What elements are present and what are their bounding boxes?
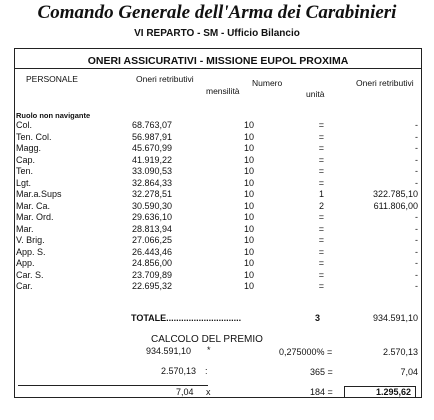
col-header-oneri-tot: Oneri retributivi bbox=[356, 78, 414, 88]
col-header-personale: PERSONALE bbox=[26, 74, 78, 84]
row-value: 32.864,33 bbox=[131, 177, 172, 188]
row-value: 56.987,91 bbox=[131, 131, 172, 142]
row-value: 45.670,99 bbox=[131, 143, 172, 153]
row-mensilita: 10 bbox=[243, 281, 254, 291]
row-unita: = bbox=[318, 212, 324, 222]
row-value: 24.856,00 bbox=[131, 258, 172, 268]
row-totale: - bbox=[415, 177, 418, 188]
row-name: Ten. bbox=[16, 166, 34, 176]
calc1-result: 2.570,13 bbox=[382, 347, 418, 357]
row-unita: = bbox=[318, 177, 324, 188]
row-totale: - bbox=[415, 258, 418, 268]
table-row bbox=[0, 166, 434, 178]
calc2-a: 2.570,13 bbox=[161, 366, 197, 376]
table-row bbox=[0, 270, 434, 282]
row-mensilita: 10 bbox=[243, 143, 254, 153]
row-totale: - bbox=[415, 154, 418, 165]
row-value: 23.709,89 bbox=[131, 269, 172, 280]
calc3-op: x bbox=[206, 387, 211, 397]
row-name: Car. S. bbox=[16, 269, 44, 280]
row-name: V. Brig. bbox=[16, 235, 45, 245]
table-title: ONERI ASSICURATIVI - MISSIONE EUPOL PROXIMA bbox=[87, 55, 349, 67]
row-mensilita: 10 bbox=[243, 246, 254, 257]
calcolo-title: CALCOLO DEL PREMIO bbox=[151, 334, 263, 345]
row-totale: - bbox=[415, 223, 418, 234]
row-name: Cap. bbox=[16, 154, 36, 165]
row-totale: - bbox=[415, 120, 418, 130]
row-name: Lgt. bbox=[16, 177, 32, 188]
row-mensilita: 10 bbox=[243, 235, 254, 245]
table-row bbox=[0, 201, 434, 213]
calc3-underline bbox=[18, 385, 208, 386]
row-unita: = bbox=[318, 131, 324, 142]
row-mensilita: 10 bbox=[243, 269, 254, 280]
row-unita: = bbox=[318, 258, 324, 268]
row-mensilita: 10 bbox=[243, 212, 254, 222]
table-row bbox=[0, 212, 434, 224]
row-totale: - bbox=[415, 212, 418, 222]
row-mensilita: 10 bbox=[243, 200, 254, 211]
row-value: 41.919,22 bbox=[131, 154, 172, 165]
table-row bbox=[0, 120, 434, 132]
row-mensilita: 10 bbox=[243, 223, 254, 234]
row-mensilita: 10 bbox=[243, 177, 254, 188]
row-name: Mar. Ca. bbox=[16, 200, 51, 211]
calc1-op: * bbox=[207, 345, 211, 355]
row-unita: = bbox=[318, 269, 324, 280]
premio-result: 1.295,62 bbox=[344, 386, 416, 398]
row-value: 28.813,94 bbox=[131, 223, 172, 234]
row-name: App. bbox=[16, 258, 35, 268]
table-row bbox=[0, 281, 434, 293]
row-name: Col. bbox=[16, 120, 33, 130]
row-name: Mar. Ord. bbox=[16, 212, 54, 222]
col-header-mensilita: mensilità bbox=[206, 86, 240, 96]
table-row bbox=[0, 132, 434, 144]
title-divider bbox=[14, 68, 422, 69]
row-totale: - bbox=[415, 235, 418, 245]
calc1-b: 0,275000% = bbox=[279, 347, 333, 357]
row-value: 22.695,32 bbox=[131, 281, 172, 291]
row-unita: = bbox=[318, 246, 324, 257]
calc1-a: 934.591,10 bbox=[146, 346, 192, 356]
row-name: Magg. bbox=[16, 143, 42, 153]
calc3-a: 7,04 bbox=[176, 387, 194, 397]
table-row bbox=[0, 224, 434, 236]
row-totale: - bbox=[415, 131, 418, 142]
row-totale: - bbox=[415, 143, 418, 153]
row-mensilita: 10 bbox=[243, 120, 254, 130]
row-name: App. S. bbox=[16, 246, 46, 257]
row-totale: 322.785,10 bbox=[372, 189, 418, 199]
calc2-b: 365 = bbox=[310, 367, 333, 377]
table-row bbox=[0, 178, 434, 190]
row-unita: = bbox=[318, 154, 324, 165]
row-totale: - bbox=[415, 281, 418, 291]
col-header-numero: Numero bbox=[252, 78, 283, 88]
row-value: 68.763,07 bbox=[131, 120, 172, 130]
row-unita: = bbox=[318, 235, 324, 245]
row-unita: 2 bbox=[318, 200, 324, 211]
totale-unita: 3 bbox=[315, 313, 321, 323]
table-row bbox=[0, 258, 434, 270]
row-mensilita: 10 bbox=[243, 258, 254, 268]
row-unita: = bbox=[318, 166, 324, 176]
row-unita: = bbox=[318, 281, 324, 291]
table-row bbox=[0, 155, 434, 167]
row-totale: - bbox=[415, 246, 418, 257]
row-value: 32.278,51 bbox=[131, 189, 172, 199]
table-row bbox=[0, 189, 434, 201]
row-value: 33.090,53 bbox=[131, 166, 172, 176]
row-mensilita: 10 bbox=[243, 131, 254, 142]
table-row bbox=[0, 247, 434, 259]
row-name: Car. bbox=[16, 281, 33, 291]
row-value: 26.443,46 bbox=[131, 246, 172, 257]
row-name: Mar.a.Sups bbox=[16, 189, 62, 199]
row-name: Mar. bbox=[16, 223, 34, 234]
row-mensilita: 10 bbox=[243, 154, 254, 165]
row-unita: = bbox=[318, 223, 324, 234]
document-title: Comando Generale dell'Arma dei Carabinieri bbox=[37, 2, 397, 23]
calc3-b: 184 = bbox=[310, 387, 333, 397]
calc2-op: : bbox=[205, 366, 208, 376]
col-header-oneri: Oneri retributivi bbox=[136, 74, 194, 84]
row-value: 29.636,10 bbox=[131, 212, 172, 222]
row-unita: = bbox=[318, 120, 324, 130]
section-label: Ruolo non navigante bbox=[16, 111, 91, 120]
row-totale: - bbox=[415, 269, 418, 280]
row-unita: 1 bbox=[318, 189, 324, 199]
row-value: 30.590,30 bbox=[131, 200, 172, 211]
table-row bbox=[0, 143, 434, 155]
totale-value: 934.591,10 bbox=[372, 313, 418, 323]
row-mensilita: 10 bbox=[243, 166, 254, 176]
totale-label: TOTALE.............................. bbox=[131, 313, 242, 323]
row-totale: - bbox=[415, 166, 418, 176]
row-value: 27.066,25 bbox=[131, 235, 172, 245]
document-subtitle: VI REPARTO - SM - Ufficio Bilancio bbox=[134, 28, 300, 39]
row-mensilita: 10 bbox=[243, 189, 254, 199]
calc2-result: 7,04 bbox=[400, 367, 418, 377]
col-header-unita: unità bbox=[306, 89, 325, 99]
row-totale: 611.806,00 bbox=[373, 200, 418, 211]
table-row bbox=[0, 235, 434, 247]
row-name: Ten. Col. bbox=[16, 131, 52, 142]
row-unita: = bbox=[318, 143, 324, 153]
